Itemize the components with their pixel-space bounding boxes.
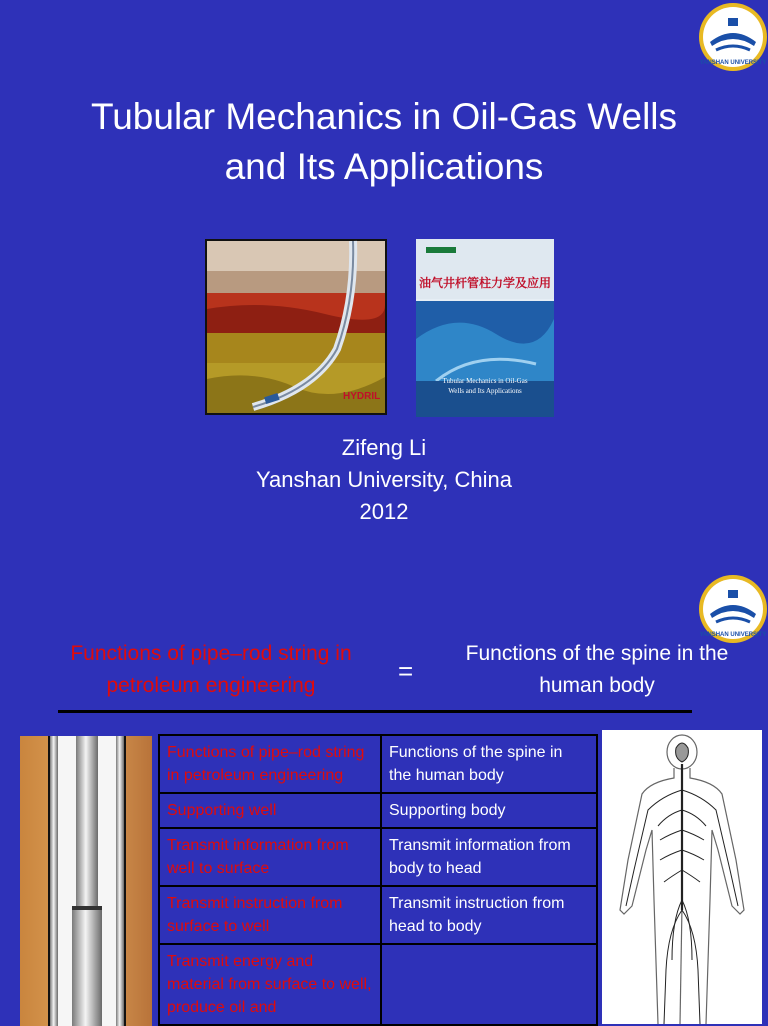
spine-heading: Functions of the spine in the human body [465,642,729,697]
equals-sign: = [398,656,414,686]
table-cell-left: Transmit energy and material from surface to well, produce oil and [159,944,381,1025]
university-logo-2 [698,574,768,644]
table-cell-left: Supporting well [159,793,381,828]
table-cell-right [381,944,597,1025]
horizontal-well-illustration [205,239,387,415]
comparison-table [158,734,598,1026]
author-block [134,432,634,528]
author-name: Zifeng Li [341,435,427,460]
book-cover [416,239,554,417]
comparison-slide [0,560,768,1024]
divider-line [58,710,692,713]
human-nervous-system-figure [602,730,762,1024]
table-cell-left: Functions of pipe–rod string in petroleum engineering [159,735,381,793]
table-cell-right: Supporting body [381,793,597,828]
slide-title: Tubular Mechanics in Oil-Gas Wells and Its Applications [90,96,678,187]
table-cell-right: Transmit instruction from head to body [381,886,597,944]
table-row [159,828,597,886]
table-cell-left: Transmit instruction from surface to well [159,886,381,944]
table-row [159,735,597,793]
wellbore-cross-section [20,736,152,1026]
presentation-year: 2012 [359,499,409,524]
university-logo [698,2,768,72]
book-title-cn: 油气井杆管柱力学及应用 [418,276,552,290]
book-title-en-2: Wells and Its Applications [448,387,522,395]
pipe-rod-heading: Functions of pipe–rod string in petroleum engineering [70,642,352,697]
table-row [159,944,597,1025]
table-row [159,886,597,944]
table-cell-right: Transmit information from body to head [381,828,597,886]
table-cell-left: Transmit information from well to surface [159,828,381,886]
logo-text: YANSHAN UNIVERSITY [699,60,767,66]
book-title-en-1: Tubular Mechanics in Oil-Gas [442,377,528,385]
author-affiliation: Yanshan University, China [256,467,512,492]
table-cell-right: Functions of the spine in the human body [381,735,597,793]
table-row [159,793,597,828]
logo-text-2: YANSHAN UNIVERSITY [699,632,767,638]
photo-brand: HYDRIL [343,391,381,402]
